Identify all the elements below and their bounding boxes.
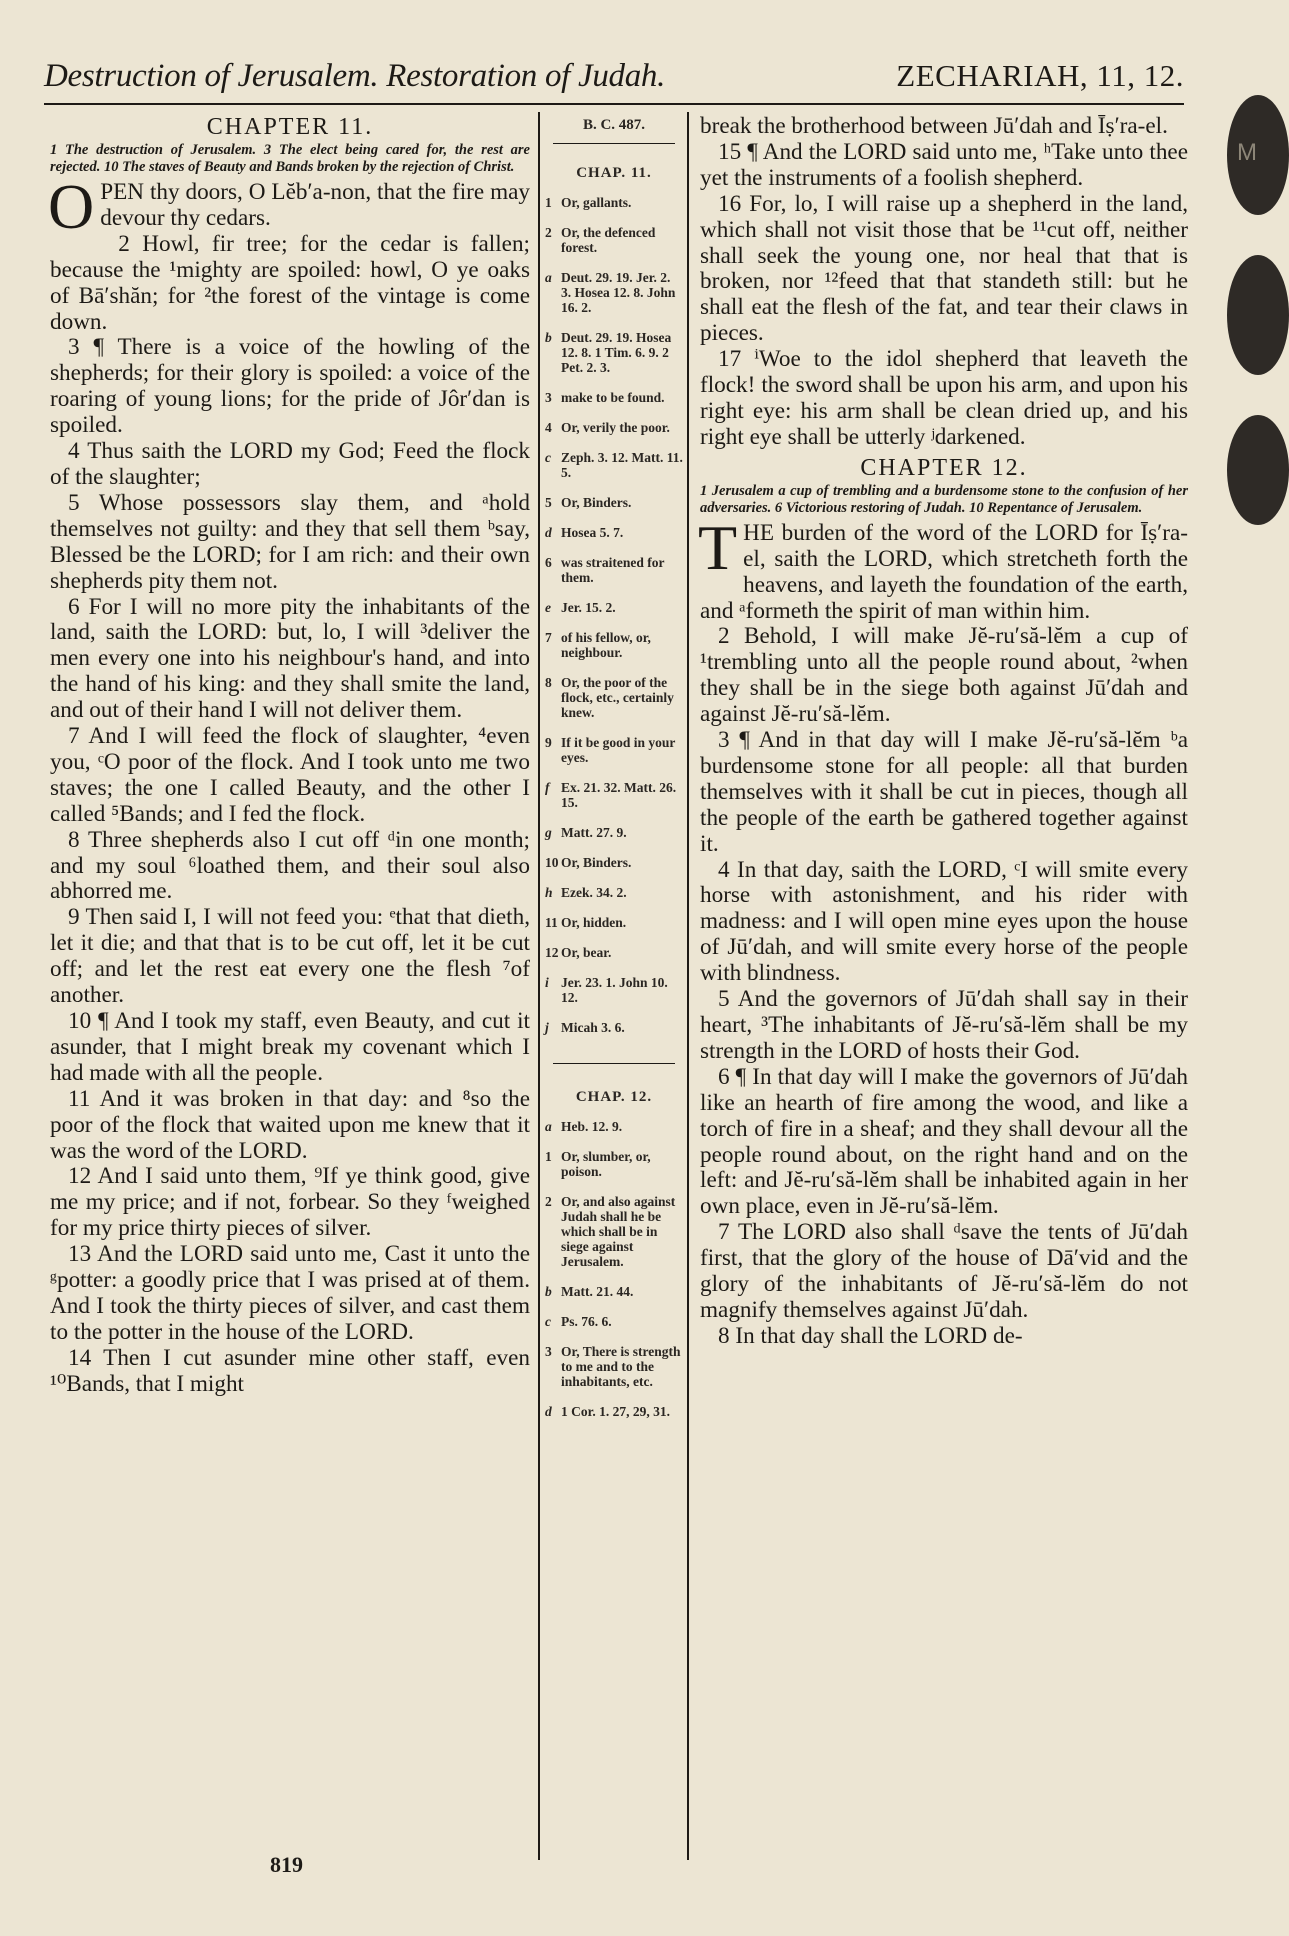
margin-note-key: 6 [545,555,552,570]
margin-note-text: Or, Binders. [561,495,632,510]
margin-note-key: i [545,975,549,990]
margin-note-key: j [545,1020,549,1035]
margin-note-key: 1 [545,1149,552,1164]
margin-note-text: Or, slumber, or, poison. [561,1149,651,1179]
verse: 8 Three shepherds also I cut off ᵈin one month; and my soul ⁶loathed them, and their soul also abhorred me. [50,826,530,905]
margin-note-text: Ezek. 34. 2. [561,885,627,900]
margin-note [545,675,683,720]
verse: break the brotherhood between Jū′dah and Īṣ′ra-el. [700,113,1168,139]
margin-note [545,330,683,375]
margin-note [545,915,683,930]
margin-note-text: Or, the defenced forest. [561,225,656,255]
margin-note [545,600,683,615]
header-book-reference: ZECHARIAH, 11, 12. [896,58,1184,93]
margin-note-key: 9 [545,735,552,750]
margin-note [545,270,683,315]
margin-note [545,630,683,660]
verse: 6 ¶ In that day will I make the governors of Jū′dah like an hearth of fire among the wood, and like a torch of fire in a sheaf; and they shall devour all the people round about, on the right hand and on the left: and Jĕ-ru′să-lĕm shall be inhabited again in her own place, even in Jĕ-ru′să-lĕm. [700,1063,1188,1220]
margin-notes-ch12 [545,1119,683,1419]
margin-note [545,1194,683,1269]
text-column-left [50,114,530,1398]
margin-note-text: was straitened for them. [561,555,665,585]
margin-note [545,555,683,585]
margin-note [545,420,683,435]
margin-note-text: Or, hidden. [561,915,627,930]
verse: 12 And I said unto them, ⁹If ye think good, give me my price; and if not, forbear. So they ᶠweighed for my price thirty pieces of silver. [50,1163,530,1242]
thumb-index-letter: M [1237,139,1257,166]
margin-note-key: a [545,270,552,285]
verse: 11 And it was broken in that day: and ⁸so the poor of the flock that waited upon me knew that it was the word of the LORD. [50,1085,530,1164]
margin-note-text: Or, There is strength to me and to the inhabitants, etc. [561,1344,681,1389]
margin-note-text: Or, gallants. [561,195,632,210]
margin-note-text: Ps. 76. 6. [561,1314,612,1329]
thumb-index-tab[interactable] [1227,255,1289,375]
verse: 3 ¶ And in that day will I make Jĕ-ru′să-lĕm ᵇa burdensome stone for all people: all that burden themselves with it shall be cut in pieces, though all the people of the earth be gathered together against it. [700,727,1188,857]
margin-note-key: 11 [545,915,558,930]
marginal-references [545,114,683,1434]
margin-note-text: If it be good in your eyes. [561,735,676,765]
margin-note [545,1119,683,1134]
column-divider [687,112,689,1860]
margin-note-key: c [545,1314,551,1329]
margin-note-text: Or, bear. [561,945,612,960]
margin-note-text: make to be found. [561,390,665,405]
margin-note-key: c [545,450,551,465]
margin-note [545,525,683,540]
chapter-summary: 1 Jerusalem a cup of trembling and a burdensome stone to the confusion of her adversaries. 6 Victorious restoring of Judah. 10 Repentance of Jerusalem. [700,482,1188,516]
margin-note [545,450,683,480]
margin-note-text: Or, and also against Judah shall he be which shall be in siege against Jerusalem. [561,1194,676,1269]
margin-note [545,1149,683,1179]
margin-note-text: Or, the poor of the flock, etc., certainly knew. [561,675,674,720]
margin-note-key: 5 [545,495,552,510]
margin-note [545,825,683,840]
margin-note-text: Matt. 27. 9. [561,825,627,840]
verse: 2 Behold, I will make Jĕ-ru′să-lĕm a cup of ¹trembling unto all the people round about, ²when they shall be in the siege both against Jū′dah and against Jĕ-ru′să-lĕm. [700,623,1188,728]
margin-note [545,1314,683,1329]
verse: 15 ¶ And the LORD said unto me, ʰTake unto thee yet the instruments of a foolish shepherd. [700,138,1188,191]
margin-note-text: Deut. 29. 19. Hosea 12. 8. 1 Tim. 6. 9. 2 Pet. 2. 3. [561,330,672,375]
verse: 9 Then said I, I will not feed you: ᵉthat that dieth, let it die; and that that is to be cut off, let it be cut off; and let the rest eat every one the flesh ⁷of another. [50,904,530,1009]
margin-note-text: Deut. 29. 19. Jer. 2. 3. Hosea 12. 8. John 16. 2. [561,270,676,315]
margin-note-text: 1 Cor. 1. 27, 29, 31. [561,1404,671,1419]
margin-note [545,1020,683,1035]
margin-divider [553,143,675,144]
drop-cap: T [698,511,738,583]
verse: 13 And the LORD said unto me, Cast it unto the ᵍpotter: a goodly price that I was prised at of them. And I took the thirty pieces of silver, and cast them to the potter in the house of the LORD. [50,1241,530,1345]
verse: 4 In that day, saith the LORD, ᶜI will smite every horse with astonishment, and his rider with madness: and I will open mine eyes upon the house of Jū′dah, and will smite every horse of the people with blindness. [700,856,1188,987]
chapter-summary: 1 The destruction of Jerusalem. 3 The elect being cared for, the rest are rejected. 10 The staves of Beauty and Bands broken by the rejection of Christ. [50,142,530,175]
margin-note-key: 7 [545,630,552,645]
page-number: 819 [270,1852,303,1877]
margin-note-key: 12 [545,945,559,960]
margin-note [545,1404,683,1419]
margin-note-text: Jer. 15. 2. [561,600,616,615]
margin-note-key: a [545,1119,552,1134]
column-divider [538,112,540,1860]
margin-note-text: Hosea 5. 7. [561,525,624,540]
margin-note-text: Ex. 21. 32. Matt. 26. 15. [561,780,677,810]
margin-note [545,735,683,765]
margin-note-text: Heb. 12. 9. [561,1119,623,1134]
verse: 3 ¶ There is a voice of the howling of the shepherds; for their glory is spoiled: a voice of the roaring of young lions; for the pride of Jôr′dan is spoiled. [50,334,530,439]
running-header [44,58,1184,105]
header-topic: Destruction of Jerusalem. Restoration of Judah. [44,58,666,94]
margin-note-key: g [545,825,552,840]
verse: 6 For I will no more pity the inhabitants of the land, saith the LORD: but, lo, I will ³deliver the men every one into his neighbour's hand, and into the hand of his king: and they shall smite the land, and out of their hand I will not deliver them. [50,593,530,724]
margin-note-key: b [545,1284,552,1299]
margin-note-key: d [545,1404,552,1419]
verse: 14 Then I cut asunder mine other staff, even ¹⁰Bands, that I might [50,1344,530,1397]
margin-note-key: 3 [545,1344,552,1359]
margin-note [545,780,683,810]
margin-note-key: 1 [545,195,552,210]
date-note: B. C. 487. [582,117,646,133]
margin-note-text: Zeph. 3. 12. Matt. 11. 5. [561,450,683,480]
verse: 5 Whose possessors slay them, and ᵃhold themselves not guilty: and they that sell them ᵇsay, Blessed be the LORD; for I am rich: and their own shepherds pity them not. [50,489,530,594]
margin-note-text: Matt. 21. 44. [561,1284,634,1299]
margin-note-key: e [545,600,551,615]
margin-note [545,1344,683,1389]
margin-note-key: h [545,885,553,900]
verse: 16 For, lo, I will raise up a shepherd in the land, which shall not visit those that be ¹¹cut off, neither shall seek the young one, nor heal that that is broken, nor ¹²feed that that standeth still: but he shall eat the flesh of the fat, and tear their claws in pieces. [700,190,1188,347]
margin-note [545,390,683,405]
verse-1 [48,171,530,242]
margin-note [545,945,683,960]
margin-note-text: Jer. 23. 1. John 10. 12. [561,975,668,1005]
margin-note [545,855,683,870]
chapter-heading: CHAPTER 12. [860,454,1028,481]
margin-note-text: Micah 3. 6. [561,1020,625,1035]
drop-cap: O [48,171,95,242]
margin-note [545,885,683,900]
margin-note-key: 2 [545,1194,552,1209]
margin-notes-ch11 [545,195,683,1035]
margin-note-key: 4 [545,420,552,435]
margin-note-key: 2 [545,225,552,240]
margin-note-key: d [545,525,552,540]
margin-note [545,1284,683,1299]
margin-note [545,495,683,510]
verse: 7 And I will feed the flock of slaughter, ⁴even you, ᶜO poor of the flock. And I took unto me two staves; the one I called Beauty, and the other I called ⁵Bands; and I fed the flock. [50,723,530,827]
margin-note-key: 10 [545,855,559,870]
verse-text: PEN thy doors, O Lĕb′a-non, that the fire may devour thy cedars. [100,179,530,231]
verse: 4 Thus saith the LORD my God; Feed the flock of the slaughter; [50,438,530,490]
margin-note-key: f [545,780,550,795]
verse: 17 ⁱWoe to the idol shepherd that leaveth the flock! the sword shall be upon his arm, and upon his right eye: his arm shall be clean dried up, and his right eye shall be utterly ʲdarkened. [700,346,1188,450]
margin-note [545,975,683,1005]
margin-note-key: 8 [545,675,552,690]
margin-note-key: 3 [545,390,552,405]
verse-text: HE burden of the word of the LORD for Īṣ′ra-el, saith the LORD, which stretcheth forth the heavens, and layeth the foundation of the earth, and ᵃformeth the spirit of man within him. [700,519,1188,624]
margin-note [545,195,683,210]
thumb-index-tab[interactable] [1227,415,1289,525]
margin-note-key: b [545,330,552,345]
margin-chapter-label: CHAP. 12. [575,1089,653,1105]
margin-chapter-label: CHAP. 11. [576,165,652,181]
verse: 10 ¶ And I took my staff, even Beauty, and cut it asunder, that I might break my covenant which I had made with all the people. [50,1008,530,1086]
text-column-right [700,114,1188,1350]
verse: 8 In that day shall the LORD de- [718,1322,1023,1349]
margin-note [545,225,683,255]
thumb-index-tab[interactable] [1227,95,1289,215]
margin-note-text: Or, Binders. [561,855,632,870]
verse-1 [698,511,1188,625]
verse: 2 Howl, fir tree; for the cedar is fallen; because the ¹mighty are spoiled: howl, O ye oaks of Bā′shăn; for ²the forest of the vintage is come down. [50,230,530,335]
verse: 7 The LORD also shall ᵈsave the tents of Jū′dah first, that the glory of the house of Dā′vid and the glory of the inhabitants of Jĕ-ru′să-lĕm do not magnify themselves against Jū′dah. [700,1219,1188,1323]
margin-divider [553,1063,675,1064]
verse: 5 And the governors of Jū′dah shall say in their heart, ³The inhabitants of Jĕ-ru′să-lĕm shall be my strength in the LORD of hosts their God. [700,986,1188,1064]
chapter-heading: CHAPTER 11. [206,114,374,140]
margin-note-text: Or, verily the poor. [561,420,670,435]
margin-note-text: of his fellow, or, neighbour. [561,630,651,660]
